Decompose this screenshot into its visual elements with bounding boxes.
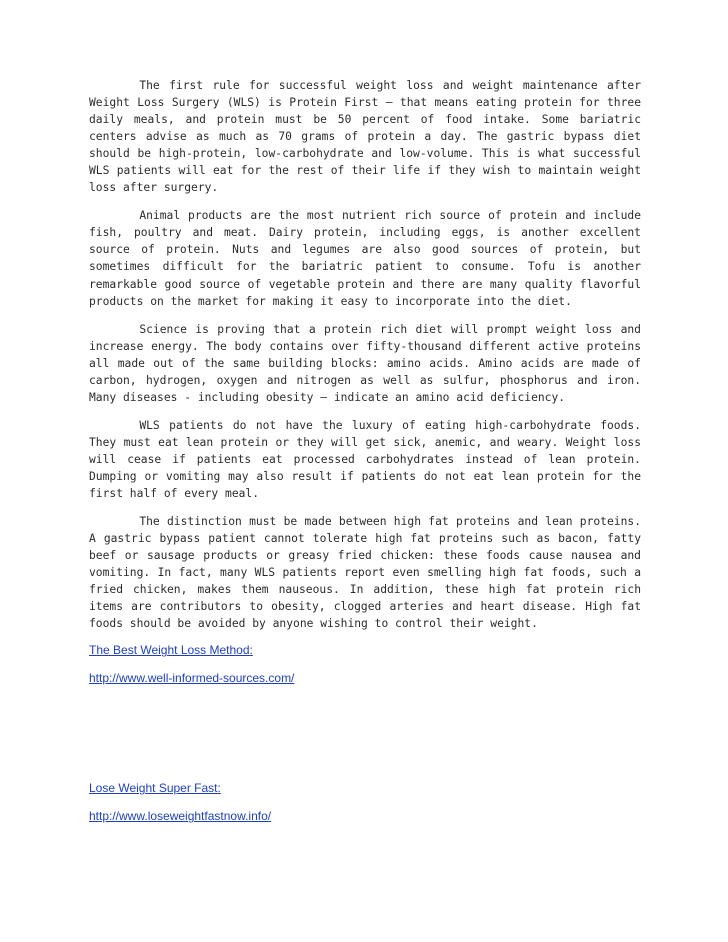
paragraph-high-fat-proteins: The distinction must be made between high fat proteins and lean proteins. A gastric bypass patient cannot tolerate high fat proteins such as bacon, fatty beef or sausage products or greasy fried chicken: these foods cause nausea and vomiting. In fact, many WLS patients report even smelling high fat foods, such a fried chicken, makes them nauseous. In addition, these high fat protein rich items are contributors to obesity, clogged arteries and heart disease. High fat foods should be avoided by anyone wishing to control their weight.	[89, 515, 641, 631]
lose-weight-super-fast-link[interactable]: Lose Weight Super Fast:	[89, 781, 221, 796]
paragraph-science: Science is proving that a protein rich diet will prompt weight loss and increase energy. The body contains over fifty-thousand different active proteins all made out of the same building blocks: amino acids. Amino acids are made of carbon, hydrogen, oxygen and nitrogen as well as sulfur, phosphorus and iron. Many diseases - including obesity – indicate an amino acid deficiency.	[89, 322, 641, 404]
document-page	[89, 77, 641, 823]
paragraph-protein-first: The first rule for successful weight loss and weight maintenance after Weight Loss Surgery (WLS) is Protein First – that means eating protein for three daily meals, and protein must be 50 percent of food intake. Some bariatric centers advise as much as 70 grams of protein a day. The gastric bypass diet should be high-protein, low-carbohydrate and low-volume. This is what successful WLS patients will eat for the rest of their life if they wish to maintain weight loss after surgery.	[89, 79, 641, 195]
best-weight-loss-method-link[interactable]: The Best Weight Loss Method:	[89, 643, 253, 658]
paragraph-animal-products: Animal products are the most nutrient rich source of protein and include fish, poultry and meat. Dairy protein, including eggs, is another excellent source of protein. Nuts and legumes are also good sources of protein, but sometimes difficult for the bariatric patient to consume. Tofu is another remarkable good source of vegetable protein and there are many quality flavorful products on the market for making it easy to incorporate into the diet.	[89, 209, 641, 308]
paragraph-wls-patients: WLS patients do not have the luxury of eating high-carbohydrate foods. They must eat lean protein or they will get sick, anemic, and weary. Weight loss will cease if patients eat processed carbohydrates instead of lean protein. Dumping or vomiting may also result if patients do not eat lean protein for the first half of every meal.	[89, 418, 641, 501]
loseweightfastnow-link[interactable]: http://www.loseweightfastnow.info/	[89, 809, 272, 824]
well-informed-sources-link[interactable]: http://www.well-informed-sources.com/	[89, 671, 295, 686]
